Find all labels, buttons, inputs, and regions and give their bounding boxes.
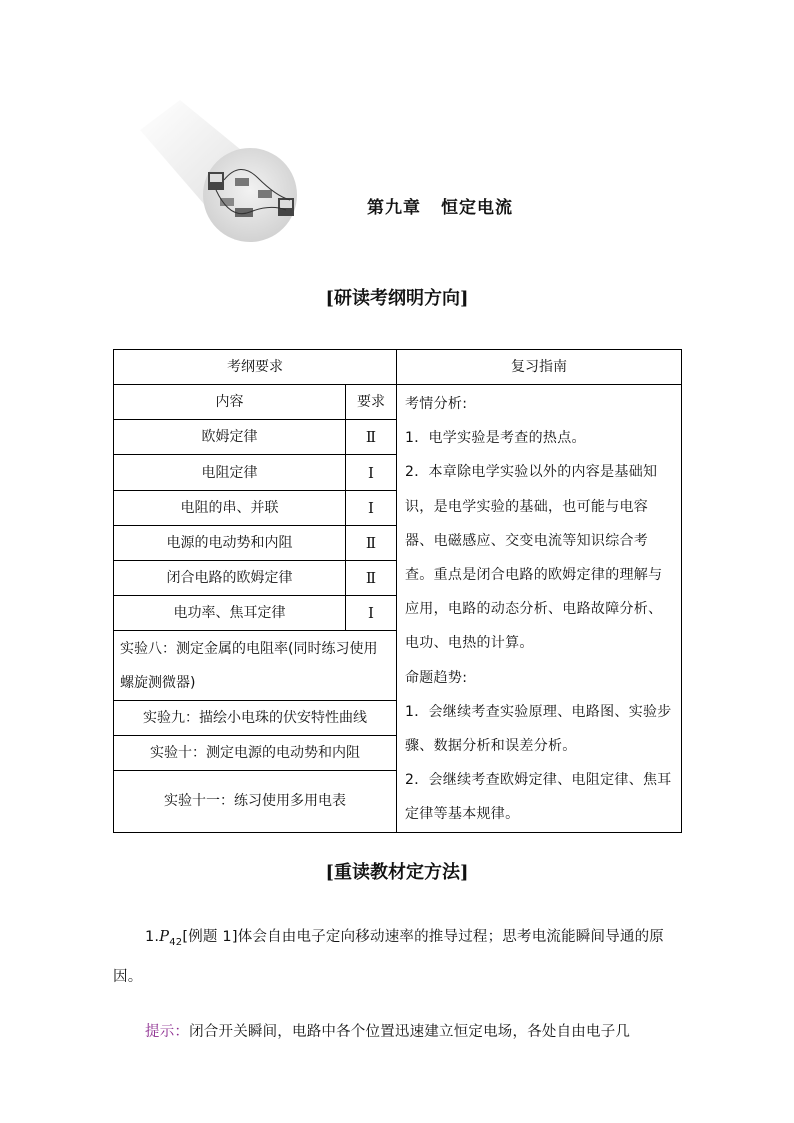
chapter-title (367, 193, 533, 218)
table-subheader-row (114, 385, 682, 420)
experiment-item: 实验八：测定金属的电阻率(同时练习使用螺旋测微器) (114, 631, 397, 700)
row-level: Ⅰ (346, 596, 397, 631)
row-content: 电阻定律 (114, 455, 346, 490)
hint-label: 提示： (145, 1024, 190, 1040)
row-content: 闭合电路的欧姆定律 (114, 561, 346, 596)
experiment-item: 实验十一：练习使用多用电表 (114, 771, 397, 832)
row-level: Ⅰ (346, 455, 397, 490)
chapter-number: 第九章 (367, 198, 421, 218)
row-level: Ⅰ (346, 490, 397, 525)
item-number: 1. (145, 929, 160, 945)
trend-item: 1．会继续考查实验原理、电路图、实验步骤、数据分析和误差分析。 (405, 703, 672, 755)
circuit-illustration (140, 100, 310, 250)
section-title-textbook: [重读教材定方法] (325, 862, 469, 883)
header-guide: 复习指南 (397, 350, 682, 385)
page-ref-letter: P (159, 929, 170, 945)
page-ref-number: 42 (169, 936, 183, 948)
experiment-item: 实验十：测定电源的电动势和内阻 (114, 736, 397, 771)
review-guide-cell (397, 385, 682, 833)
analysis-item: 2．本章除电学实验以外的内容是基础知识，是电学实验的基础，也可能与电容器、电磁感应、交变电流等知识综合考查。重点是闭合电路的欧姆定律的理解与应用，电路的动态分析、电路故障分析、电功、电热的计算。 (405, 464, 663, 652)
item-text: [例题 1]体会自由电子定向移动速率的推导过程；思考电流能瞬间导通的原因。 (113, 929, 664, 985)
analysis-label: 考情分析: (405, 396, 468, 412)
header-requirements: 考纲要求 (114, 350, 397, 385)
row-content: 电源的电动势和内阻 (114, 525, 346, 560)
row-level: Ⅱ (346, 561, 397, 596)
hint-paragraph (113, 1015, 685, 1049)
col-content-header: 内容 (114, 385, 346, 420)
hint-text: 闭合开关瞬间，电路中各个位置迅速建立恒定电场，各处自由电子几 (189, 1024, 631, 1040)
col-level-header: 要求 (346, 385, 397, 420)
trend-label: 命题趋势: (405, 669, 468, 686)
section-title-syllabus: [研读考纲明方向] (325, 288, 469, 309)
row-level: Ⅱ (346, 525, 397, 560)
chapter-name: 恒定电流 (441, 198, 513, 218)
row-content: 欧姆定律 (114, 420, 346, 455)
row-level: Ⅱ (346, 420, 397, 455)
analysis-item: 1．电学实验是考查的热点。 (405, 430, 586, 447)
table-header-row (114, 350, 682, 385)
row-content: 电阻的串、并联 (114, 490, 346, 525)
row-content: 电功率、焦耳定律 (114, 596, 346, 631)
experiment-item: 实验九：描绘小电珠的伏安特性曲线 (114, 700, 397, 735)
trend-item: 2．会继续考查欧姆定律、电阻定律、焦耳定律等基本规律。 (405, 772, 672, 823)
syllabus-table (113, 349, 682, 833)
question-item (113, 920, 685, 994)
